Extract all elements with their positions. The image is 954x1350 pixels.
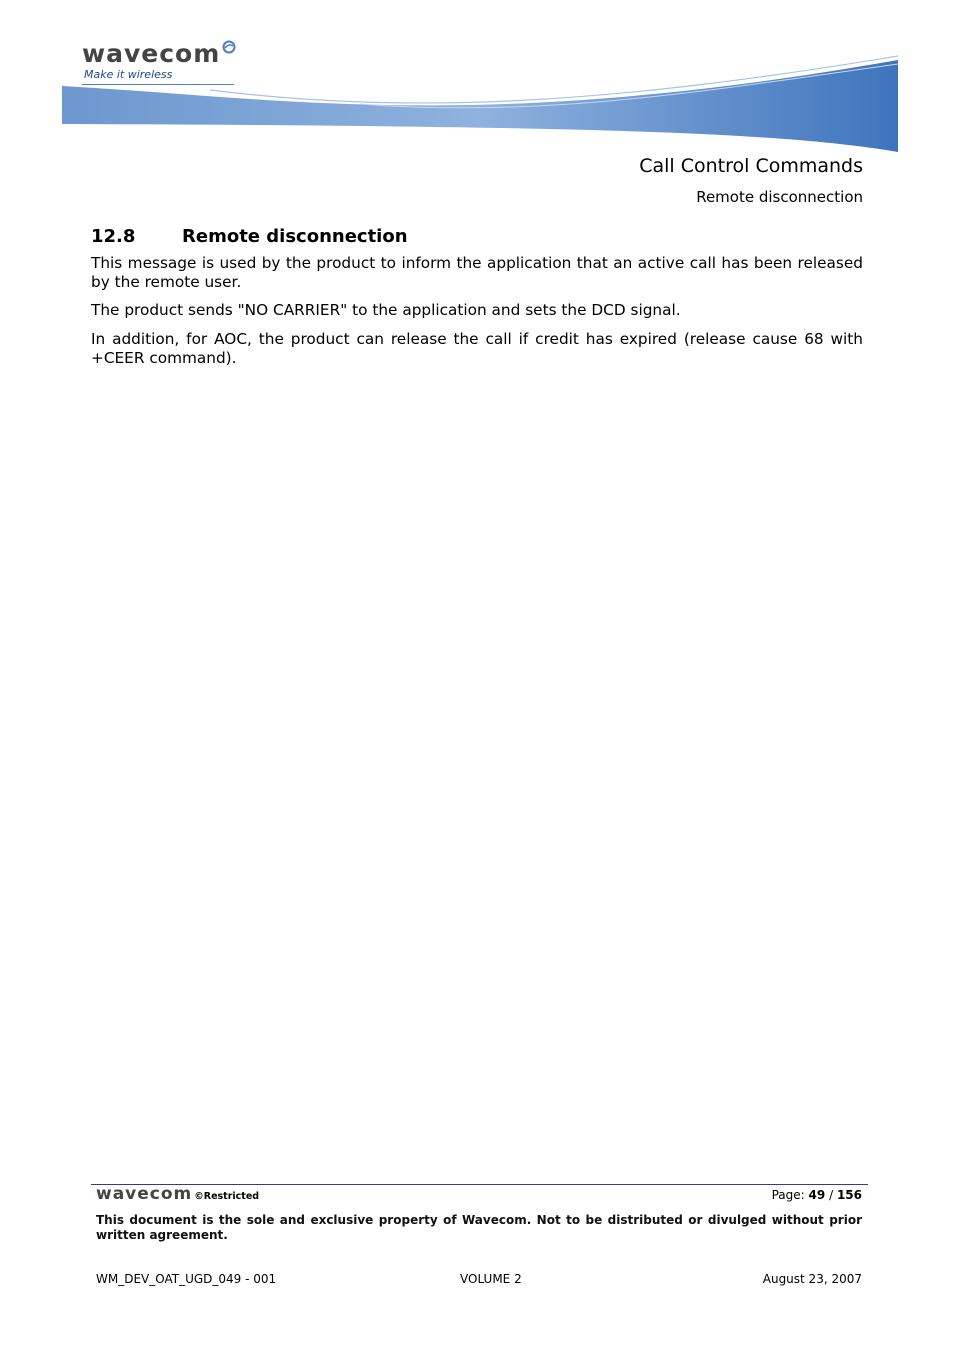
footer-logo-wordmark: wavecom [96,1184,193,1204]
header-swoosh [60,52,900,156]
page-separator: / [829,1188,834,1202]
page-label: Page: [771,1188,805,1202]
section-heading [91,226,408,247]
logo-tagline: Make it wireless [84,68,173,81]
no-carrier-code: NO CARRIER [244,301,341,319]
section-title: Remote disconnection [182,226,408,247]
paragraph-2 [91,301,863,320]
paragraph-1: This message is used by the product to inform the application that an active call has been released by the remote user. [91,254,863,291]
section-number: 12.8 [91,226,136,247]
logo-wordmark: wavecom [82,39,221,68]
document-reference: WM_DEV_OAT_UGD_049 - 001 [96,1272,277,1286]
document-date: August 23, 2007 [762,1272,862,1286]
footer-logo [96,1184,259,1204]
paragraph-2-before: The product sends " [91,301,245,319]
document-volume: VOLUME 2 [460,1272,522,1286]
header-title: Call Control Commands [639,155,863,177]
restricted-label: ©Restricted [194,1191,260,1202]
page-number [772,1188,862,1202]
page-total: 156 [836,1188,862,1202]
paragraph-2-after: " to the application and sets the DCD signal. [340,301,681,319]
confidentiality-notice: This document is the sole and exclusive property of Wavecom. Not to be distributed or divulged without prior written agreement. [96,1213,862,1242]
page-current: 49 [808,1188,826,1202]
paragraph-3: In addition, for AOC, the product can release the call if credit has expired (release cause 68 with +CEER command). [91,330,863,367]
header-subtitle: Remote disconnection [696,188,863,206]
